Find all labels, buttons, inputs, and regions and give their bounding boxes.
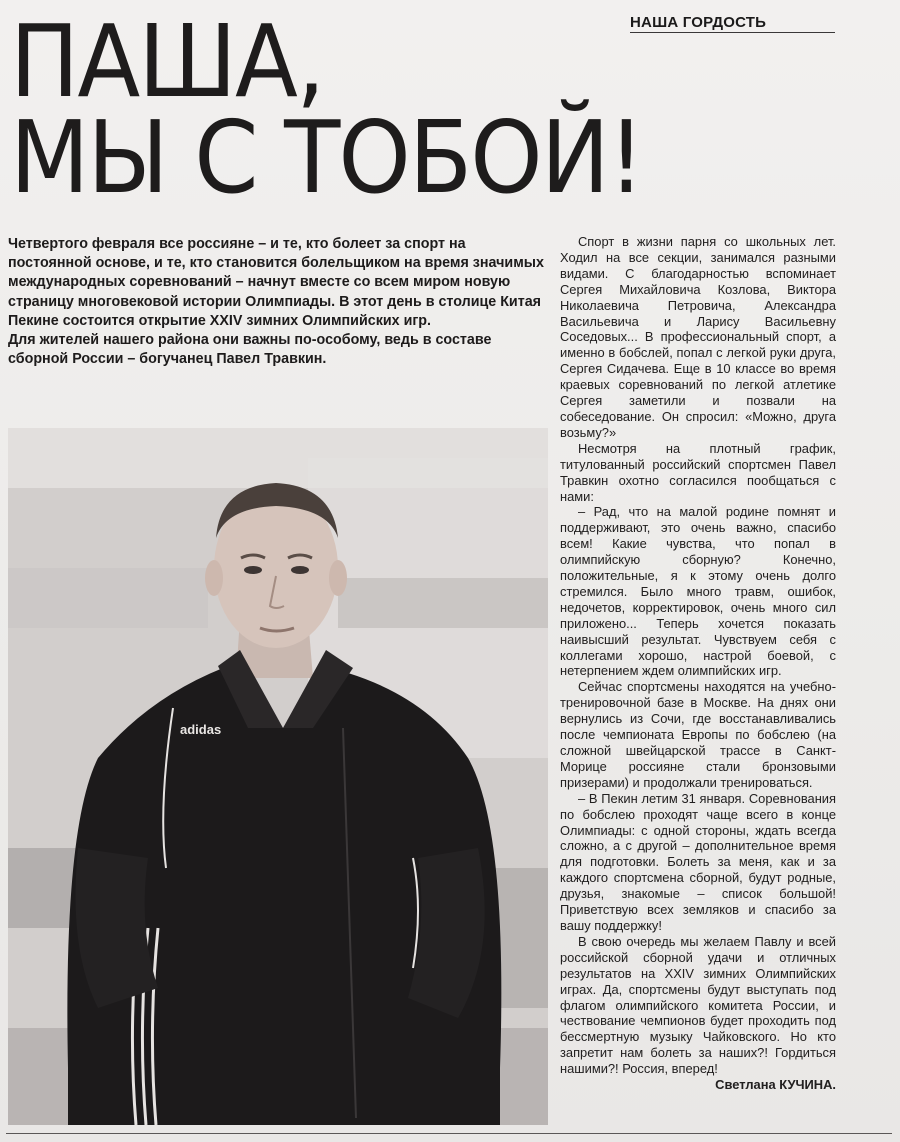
headline-line-1: ПАША,: [10, 3, 324, 120]
article-paragraph: Спорт в жизни парня со школьных лет. Ходил на все секции, занимался разными видами. С благодарностью вспоминает Сергея Михайловича Козлова, Виктора Николаевича Петровича, Александра Васильевича и Ларису Васильевну Соседовых... В профессиональный спорт, а именно в бобслей, попал с легкой руки друга, Сергея Сидачева. Еще в 10 классе во время краевых соревнований по легкой атлетике Сергея заметили и позвали на собеседование. Он спросил: «Можно, друга возьму?»: [560, 234, 836, 440]
lead-text-2: Для жителей нашего района они важны по-особому, ведь в составе сборной России – богучанец Павел Травкин.: [8, 332, 492, 368]
article-paragraph: – Рад, что на малой родине помнят и поддерживают, это очень важно, спасибо всем! Какие чувства, что попал в олимпийскую сборную? Конечно, положительные, я к этому очень долго стремился. Было много травм, ошибок, недочетов, корректировок, очень много сил приложено... Теперь хочется показать наивысший результат. Чувствуем себя с коллегами хорошо, настрой боевой, с нетерпением ждем олимпийских игр.: [560, 504, 836, 679]
author-signature: Светлана КУЧИНА.: [715, 1077, 836, 1093]
lead-text-1: Четвертого февраля все россияне – и те, кто болеет за спорт на постоянной основе, и те, кто становится болельщиком на время значимых международных соревнований – начнут вместе со всем миром новую страницу многовековой истории Олимпиады. В этот день в столице Китая Пекине состоится открытие XXIV зимних Олимпийских игр.: [8, 236, 544, 329]
article-body: [560, 234, 836, 1093]
lead-paragraph: [8, 235, 548, 369]
bottom-divider: [6, 1133, 892, 1134]
headline-line-2: МЫ С ТОБОЙ!: [10, 99, 643, 216]
headline: [10, 3, 672, 216]
adidas-logo: adidas: [180, 722, 222, 737]
article-paragraph: Несмотря на плотный график, титулованный российский спортсмен Павел Травкин охотно согласился пообщаться с нами:: [560, 440, 836, 504]
section-rubric: НАША ГОРДОСТЬ: [630, 14, 835, 33]
athlete-photo: [8, 428, 548, 1125]
article-paragraph: В свою очередь мы желаем Павлу и всей российской сборной удачи и отличных результатов на XXIV зимних Олимпийских играх. Да, спортсмены будут выступать под флагом олимпийского комитета России, и чествование чемпионов будет проходить под бессмертную музыку Чайковского. Но кто запретит нам болеть за наших?! Гордиться нашими?! Россия, вперед!: [560, 933, 836, 1077]
article-paragraph: Сейчас спортсмены находятся на учебно-тренировочной базе в Москве. На днях они вернулись из Сочи, где восстанавливались после чемпионата Европы по бобслею (на сложной швейцарской трассе в Санкт-Морице россияне стали бронзовыми призерами) и продолжали тренироваться.: [560, 679, 836, 790]
article-paragraph: – В Пекин летим 31 января. Соревнования по бобслею проходят чаще всего в конце Олимпиады: с одной стороны, ждать всегда сложно, а с другой – дополнительное время для подготовки. Болеть за меня, как и за каждого спортсмена сборной, будут родные, друзья, знакомые – список большой! Приветствую всех земляков и спасибо за вашу поддержку!: [560, 790, 836, 933]
athlete-portrait-illustration: [8, 428, 548, 1125]
